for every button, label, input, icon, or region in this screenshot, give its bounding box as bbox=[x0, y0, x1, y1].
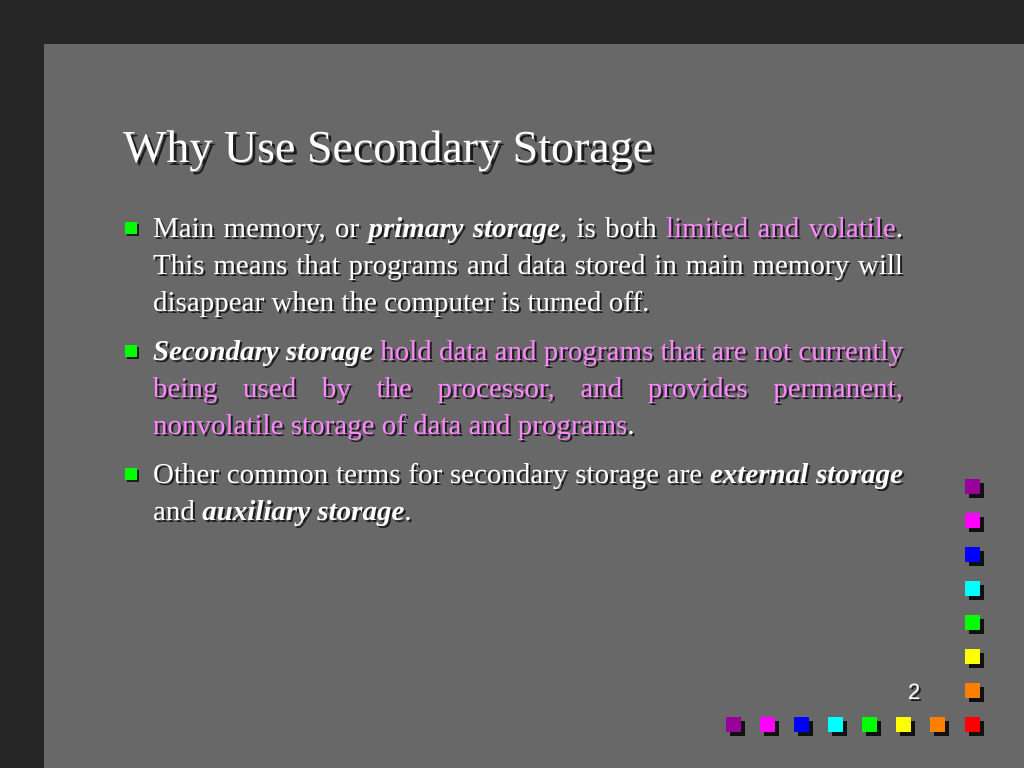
bullet-item-secondary-storage bbox=[123, 333, 903, 444]
decor-square-icon bbox=[965, 717, 980, 732]
decor-square-icon bbox=[896, 717, 911, 732]
page-number: 2 bbox=[908, 679, 921, 704]
bullet-list bbox=[123, 210, 903, 542]
slide bbox=[44, 44, 1024, 768]
bullet-square-icon bbox=[125, 345, 137, 357]
bullet-item-other-terms bbox=[123, 456, 903, 530]
decor-square-icon bbox=[794, 717, 809, 732]
decor-square-icon bbox=[965, 683, 980, 698]
decor-square-icon bbox=[726, 717, 741, 732]
bullet-text: Main memory, or primary storage, is both limited and volatile. This means that programs and data stored in main memory will disappear when the computer is turned off. bbox=[153, 212, 903, 318]
slide-title: Why Use Secondary Storage bbox=[123, 121, 654, 172]
decor-square-icon bbox=[862, 717, 877, 732]
decor-square-icon bbox=[930, 717, 945, 732]
decor-square-icon bbox=[965, 547, 980, 562]
slide-frame-top bbox=[0, 0, 1024, 44]
decor-square-icon bbox=[965, 649, 980, 664]
decor-square-icon bbox=[965, 479, 980, 494]
decor-square-icon bbox=[965, 581, 980, 596]
bullet-text: Other common terms for secondary storage are external storage and auxiliary storage. bbox=[153, 458, 903, 527]
decor-square-icon bbox=[965, 615, 980, 630]
slide-frame-left bbox=[0, 0, 44, 768]
bullet-text: Secondary storage hold data and programs that are not currently being used by the processor, and provides permanent, nonvolatile storage of data and programs. bbox=[153, 335, 903, 441]
bullet-item-primary-storage bbox=[123, 210, 903, 321]
bullet-square-icon bbox=[125, 468, 137, 480]
decor-square-icon bbox=[760, 717, 775, 732]
decor-square-icon bbox=[965, 513, 980, 528]
bullet-square-icon bbox=[125, 222, 137, 234]
decor-square-icon bbox=[828, 717, 843, 732]
